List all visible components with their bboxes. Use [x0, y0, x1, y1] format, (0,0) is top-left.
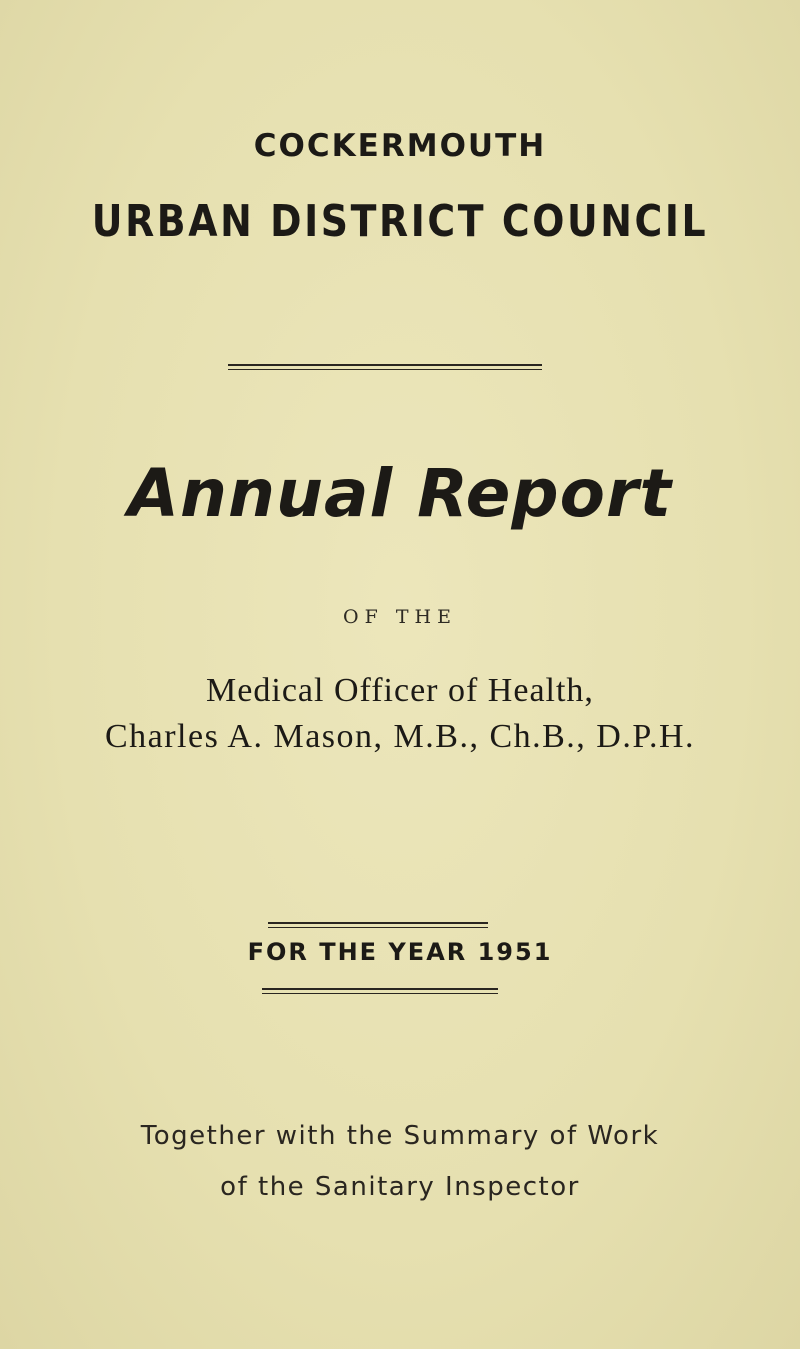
town-name: COCKERMOUTH	[253, 128, 547, 164]
divider-rule-bottom	[262, 988, 498, 994]
summary-line: Together with the Summary of Work	[140, 1121, 660, 1151]
council-name: URBAN DISTRICT COUNCIL	[91, 196, 709, 247]
of-the-text: OF THE	[343, 606, 457, 628]
report-year: FOR THE YEAR 1951	[247, 938, 553, 966]
inspector-line: of the Sanitary Inspector	[220, 1172, 580, 1202]
divider-rule-middle	[268, 922, 488, 928]
officer-line: Medical Officer of Health,	[206, 672, 594, 709]
officer-name: Charles A. Mason, M.B., Ch.B., D.P.H.	[104, 718, 696, 755]
divider-rule-top	[228, 364, 542, 370]
report-title: Annual Report	[127, 455, 673, 532]
